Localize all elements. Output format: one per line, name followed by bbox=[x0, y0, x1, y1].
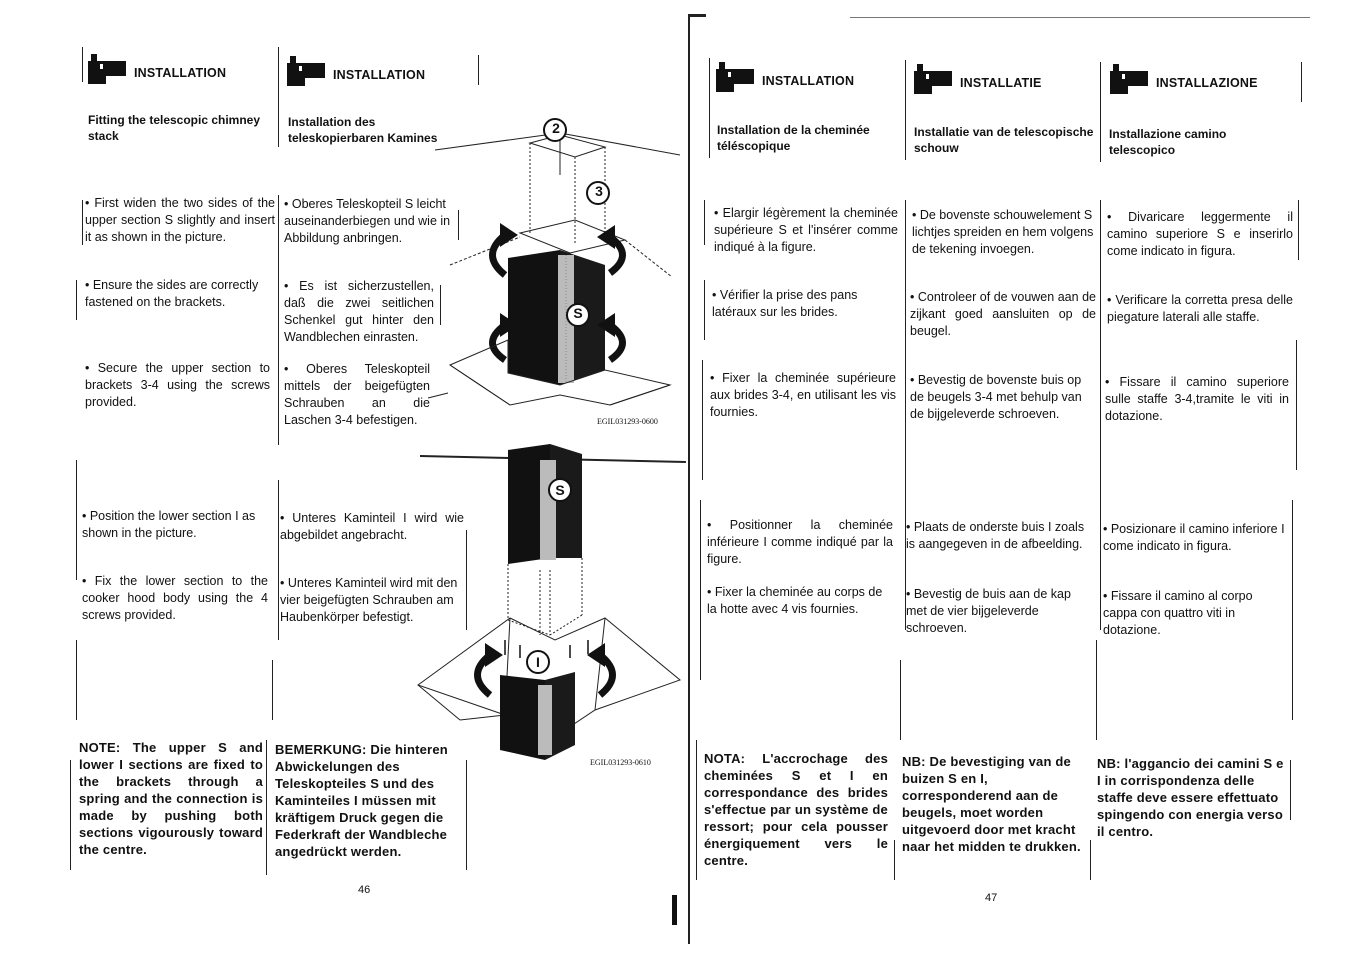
instruction-step: • Unteres Kaminteil I wird wie abgebildet angebracht. bbox=[280, 511, 464, 542]
instruction-step: • Posizionare il camino inferiore I come indicato in figura. bbox=[1103, 522, 1285, 553]
instruction-step: • Elargir légèrement la cheminée supérieure S et l'insérer comme indiqué à la figure. bbox=[714, 206, 898, 254]
installation-note: NOTE: The upper S and lower I sections are fixed to the brackets through a spring and the connection is made by pushing both sections vigourously toward the centre. bbox=[79, 740, 263, 857]
installation-note: NB: De bevestiging van de buizen S en I, corresponderend aan de beugels, moet worden uitgevoerd door met kracht naar het midden te drukken. bbox=[902, 754, 1081, 854]
instruction-step: • Divaricare leggermente il camino superiore S e inserirlo come indicato in figura. bbox=[1107, 210, 1293, 258]
section-heading: INSTALLATION bbox=[134, 66, 227, 80]
page-number: 47 bbox=[985, 892, 998, 904]
hood-installation-icon bbox=[88, 52, 126, 84]
hood-installation-icon bbox=[287, 54, 325, 86]
installation-note: BEMERKUNG: Die hinteren Abwickelungen des Teleskopteiles S und des Kaminteiles I müssen mit kräftigem Druck gegen die Federkraft der Wandbleche angedrückt werden. bbox=[275, 742, 448, 859]
instruction-step: • Es ist sicherzustellen, daß die zwei seitlichen Schenkel gut hinter den Wandblechen einrasten. bbox=[284, 279, 434, 344]
instruction-step: • Vérifier la prise des pans latéraux sur les brides. bbox=[712, 288, 858, 319]
instruction-step: • Bevestig de buis aan de kap met de vier bijgeleverde schroeven. bbox=[906, 587, 1071, 635]
section-header-en bbox=[88, 48, 226, 84]
instruction-step: • First widen the two sides of the upper section S slightly and insert it as shown in the picture. bbox=[85, 196, 275, 244]
page-number: 46 bbox=[358, 884, 371, 896]
installation-note: NOTA: L'accrochage des cheminées S et I en correspondance des brides s'effectue par un système de ressort; pour cela pousser énergiquement vers le centre. bbox=[704, 751, 888, 868]
section-header-fr bbox=[716, 56, 854, 92]
instruction-step: • Controleer of de vouwen aan de zijkant goed aansluiten op de beugel. bbox=[910, 290, 1096, 338]
section-subtitle: Fitting the telescopic chimney stack bbox=[88, 113, 261, 143]
instruction-step: • Oberes Teleskopteil mittels der beigefügten Schrauben an die Laschen 3-4 befestigen. bbox=[284, 362, 430, 427]
instruction-step: • Fixer la cheminée au corps de la hotte avec 4 vis fournies. bbox=[707, 585, 883, 616]
instruction-step: • Fixer la cheminée supérieure aux brides 3-4, en utilisant les vis fournies. bbox=[710, 371, 896, 419]
hood-installation-icon bbox=[716, 60, 754, 92]
hood-installation-icon bbox=[1110, 62, 1148, 94]
section-header-it bbox=[1110, 58, 1258, 94]
section-heading: INSTALLATION bbox=[333, 68, 426, 82]
instruction-step: • Oberes Teleskopteil S leicht auseinanderbiegen und wie in Abbildung anbringen. bbox=[284, 197, 451, 245]
section-subtitle: Installation des teleskopierbaren Kamines bbox=[288, 115, 438, 145]
callout-3-label: 3 bbox=[595, 183, 603, 199]
instruction-step: • Ensure the sides are correctly fastened on the brackets. bbox=[85, 278, 259, 309]
instruction-step: • Fissare il camino al corpo cappa con quattro viti in dotazione. bbox=[1103, 589, 1253, 637]
section-subtitle: Installazione camino telescopico bbox=[1109, 127, 1227, 157]
section-s-label: S bbox=[555, 482, 565, 498]
chimney-lower-figure bbox=[410, 440, 690, 760]
instruction-step: • Plaats de onderste buis I zoals is aangegeven in de afbeelding. bbox=[906, 520, 1085, 551]
section-s-label: S bbox=[573, 305, 583, 321]
callout-2-label: 2 bbox=[552, 120, 560, 136]
section-heading: INSTALLAZIONE bbox=[1156, 76, 1258, 90]
instruction-step: • Fissare il camino superiore sulle staffe 3-4,tramite le viti in dotazione. bbox=[1105, 375, 1289, 423]
instruction-step: • Unteres Kaminteil wird mit den vier beigefügten Schrauben am Haubenkörper befestigt. bbox=[280, 576, 458, 624]
instruction-step: • Verificare la corretta presa delle piegature laterali alle staffe. bbox=[1107, 293, 1293, 324]
instruction-step: • Position the lower section I as shown in the picture. bbox=[82, 509, 256, 540]
instruction-step: • Positionner la cheminée inférieure I comme indiqué par la figure. bbox=[707, 518, 893, 566]
figure-code: EGIL031293-0610 bbox=[590, 758, 651, 767]
instruction-step: • Secure the upper section to brackets 3-4 using the screws provided. bbox=[85, 361, 270, 409]
instruction-step: • Fix the lower section to the cooker hood body using the 4 screws provided. bbox=[82, 574, 268, 622]
section-heading: INSTALLATION bbox=[762, 74, 855, 88]
section-subtitle: Installatie van de telescopische schouw bbox=[914, 125, 1094, 155]
instruction-step: • De bovenste schouwelement S lichtjes spreiden en hem volgens de tekening invoegen. bbox=[912, 208, 1094, 256]
section-subtitle: Installation de la cheminée téléscopique bbox=[717, 123, 870, 153]
section-i-label: I bbox=[536, 654, 540, 670]
section-heading: INSTALLATIE bbox=[960, 76, 1042, 90]
installation-note: NB: l'aggancio dei camini S e I in corrispondenza delle staffe deve essere effettuato spingendo con energia verso il centro. bbox=[1097, 756, 1284, 839]
chimney-upper-figure bbox=[410, 115, 685, 435]
section-header-de bbox=[287, 50, 425, 86]
figure-code: EGIL031293-0600 bbox=[597, 417, 658, 426]
section-header-nl bbox=[914, 58, 1042, 94]
instruction-step: • Bevestig de bovenste buis op de beugels 3-4 met behulp van de bijgeleverde schroeven. bbox=[910, 373, 1082, 421]
hood-installation-icon bbox=[914, 62, 952, 94]
